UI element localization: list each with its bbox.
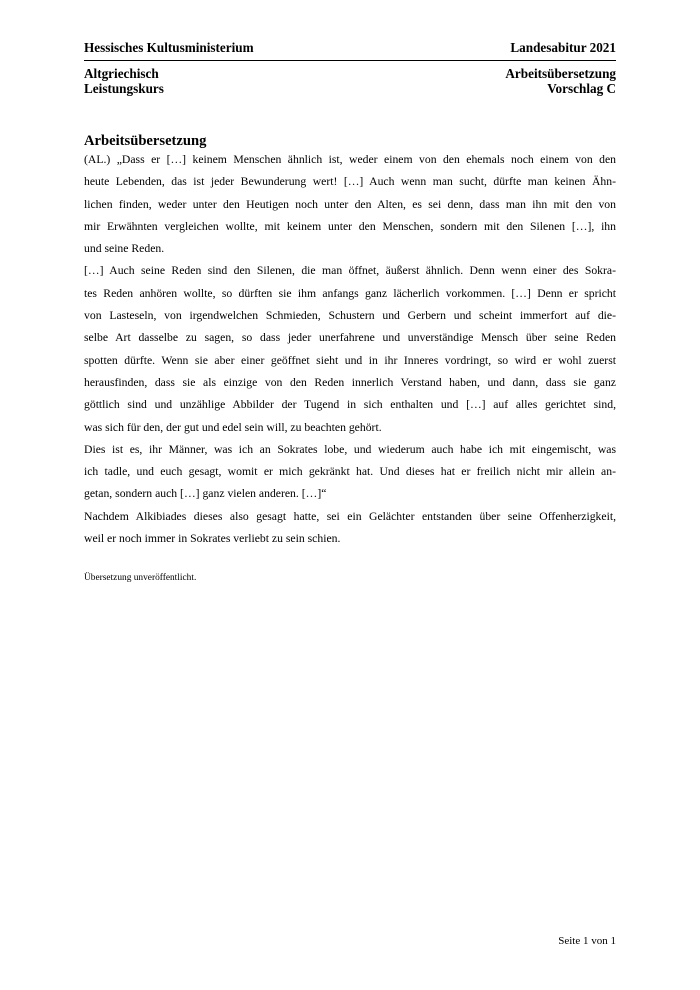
text-line: getan, sondern auch […] ganz vielen anderen. […]“	[84, 487, 327, 501]
text-line: Nachdem Alkibiades dieses also gesagt hatte, sei ein Gelächter entstanden über seine Offenherzigkeit,	[84, 509, 616, 523]
section-title: Arbeitsübersetzung	[84, 133, 207, 149]
text-line: (AL.) „Dass er […] keinem Menschen ähnlich ist, weder einem von den ehemals noch einem von den	[84, 153, 616, 166]
proposal-label: Vorschlag C	[547, 81, 616, 96]
header-course-row	[84, 81, 616, 97]
source-note: Übersetzung unveröffentlicht.	[84, 573, 197, 583]
text-line: von Lasteseln, von irgendwelchen Schmieden, Schustern und Gerbern und scheint immerfort auf die-	[84, 309, 616, 323]
header-subject-row	[84, 66, 616, 82]
exam-name: Landesabitur 2021	[510, 40, 616, 55]
text-line: herausfinden, dass sie als einzige von den Reden innerlich Verstand haben, und dann, dass sie ganz	[84, 375, 616, 389]
text-line: göttlich sind und unzählige Abbilder der Tugend in sich enthalten und […] auf alles gerichtet sind,	[84, 398, 616, 412]
page-number: Seite 1 von 1	[558, 935, 616, 947]
document-page	[84, 0, 616, 990]
text-line: ich tadle, und euch gesagt, womit er mich gekränkt hat. Und dieses hat er freilich nicht mir allein an-	[84, 465, 616, 479]
text-line: lichen finden, weder unter den Heutigen noch unter den Alten, es sei denn, dass man ihn mit den von	[84, 197, 616, 211]
header-top-row	[84, 40, 616, 61]
text-line: heute Lebenden, das ist jeder Bewunderung wert! […] Auch wenn man sucht, dürfte man keinen Ähn-	[84, 175, 616, 189]
text-line: tes Reden anhören wollte, so dürften sie ihm anfangs ganz lächerlich vorkommen. […] Denn er spricht	[84, 286, 616, 300]
text-line: was sich für den, der gut und edel sein will, zu beachten gehört.	[84, 420, 382, 434]
text-line: selbe Art dasselbe zu sagen, so dass jeder unerfahrene und unverständige Mensch über seine Reden	[84, 331, 616, 345]
text-line: und seine Reden.	[84, 242, 165, 256]
course-level: Leistungskurs	[84, 81, 164, 96]
text-line: mir Erwähnten vergleichen wollte, mit keinem unter den Menschen, sondern mit den Silenen […], ihn	[84, 219, 616, 233]
text-line: spotten dürfte. Wenn sie aber einer geöffnet sieht und in ihr Inneres vordringt, so wird er wohl zuerst	[84, 353, 616, 367]
text-line: […] Auch seine Reden sind den Silenen, die man öffnet, äußerst ähnlich. Denn wenn einer des Sokra-	[84, 264, 616, 278]
text-line: weil er noch immer in Sokrates verliebt zu sein schien.	[84, 532, 341, 546]
task-type: Arbeitsübersetzung	[505, 66, 616, 81]
text-line: Dies ist es, ihr Männer, was ich an Sokrates lobe, und wiederum auch habe ich mit eingemischt, was	[84, 442, 616, 456]
subject-name: Altgriechisch	[84, 66, 159, 81]
translation-text	[84, 149, 616, 550]
institution-name: Hessisches Kultusministerium	[84, 40, 254, 55]
